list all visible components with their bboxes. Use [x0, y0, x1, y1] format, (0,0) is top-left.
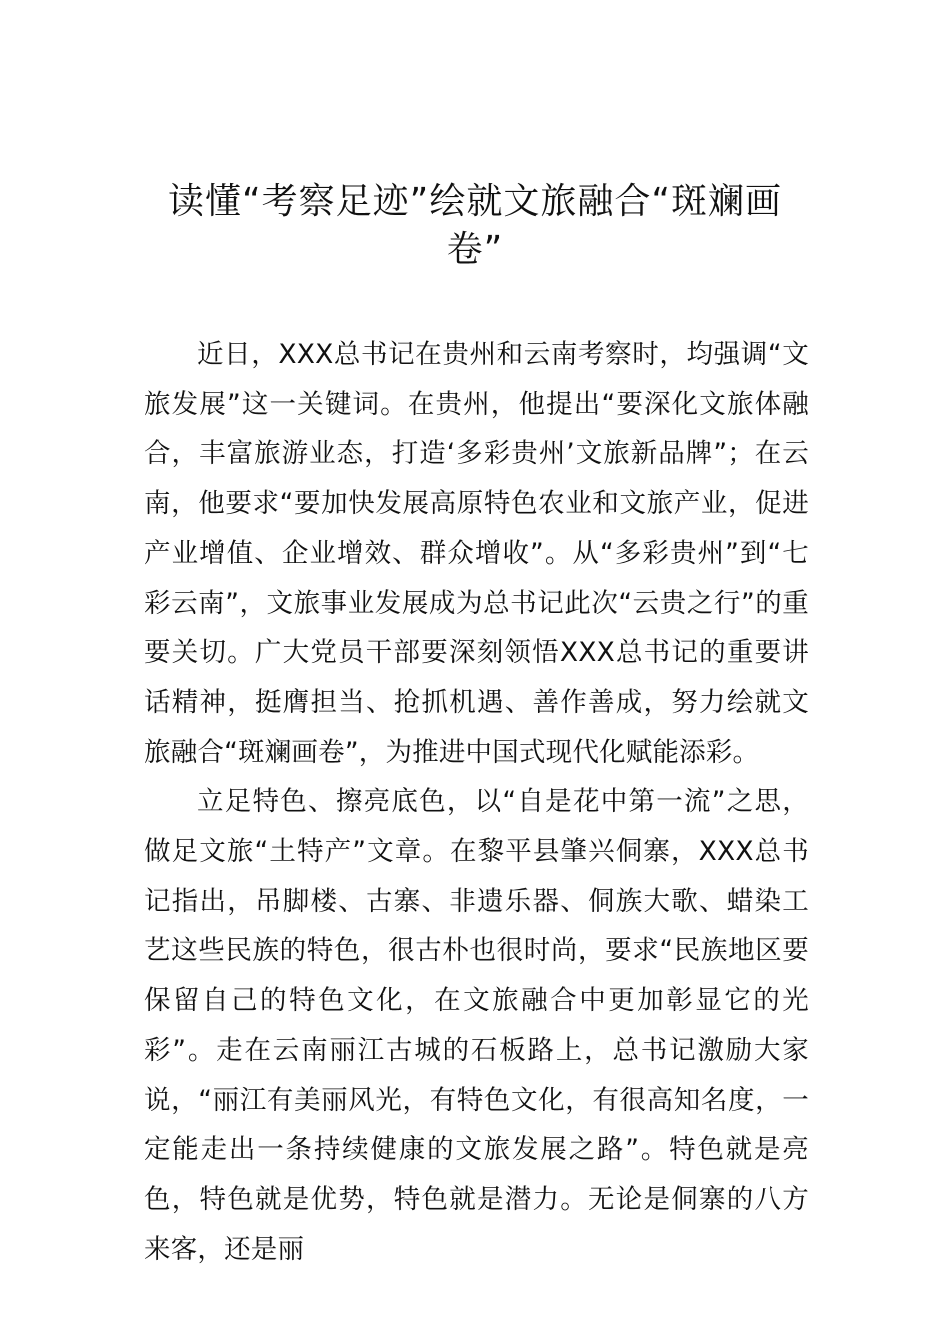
paragraph-1: 近日，XXX总书记在贵州和云南考察时，均强调“文旅发展”这一关键词。在贵州，他提出“要深化文旅体融合，丰富旅游业态，打造‘多彩贵州’文旅新品牌”；在云南，他要求“要加快发展高原特色农业和文旅产业，促进产业增值、企业增效、群众增收”。从“多彩贵州”到“七彩云南”，文旅事业发展成为总书记此次“云贵之行”的重要关切。广大党员干部要深刻领悟XXX总书记的重要讲话精神，挺膺担当、抢抓机遇、善作善成，努力绘就文旅融合“斑斓画卷”，为推进中国式现代化赋能添彩。 [144, 339, 809, 768]
document-body [144, 330, 809, 1274]
paragraph-2: 立足特色、擦亮底色，以“自是花中第一流”之思，做足文旅“土特产”文章。在黎平县肇兴侗寨，XXX总书记指出，吊脚楼、古寨、非遗乐器、侗族大歌、蜡染工艺这些民族的特色，很古朴也很时尚，要求“民族地区要保留自己的特色文化，在文旅融合中更加彰显它的光彩”。走在云南丽江古城的石板路上，总书记激励大家说，“丽江有美丽风光，有特色文化，有很高知名度，一定能走出一条持续健康的文旅发展之路”。特色就是亮色，特色就是优势，特色就是潜力。无论是侗寨的八方来客，还是丽 [144, 786, 809, 1265]
document-title: 读懂“考察足迹”绘就文旅融合“斑斓画卷” [168, 181, 782, 270]
